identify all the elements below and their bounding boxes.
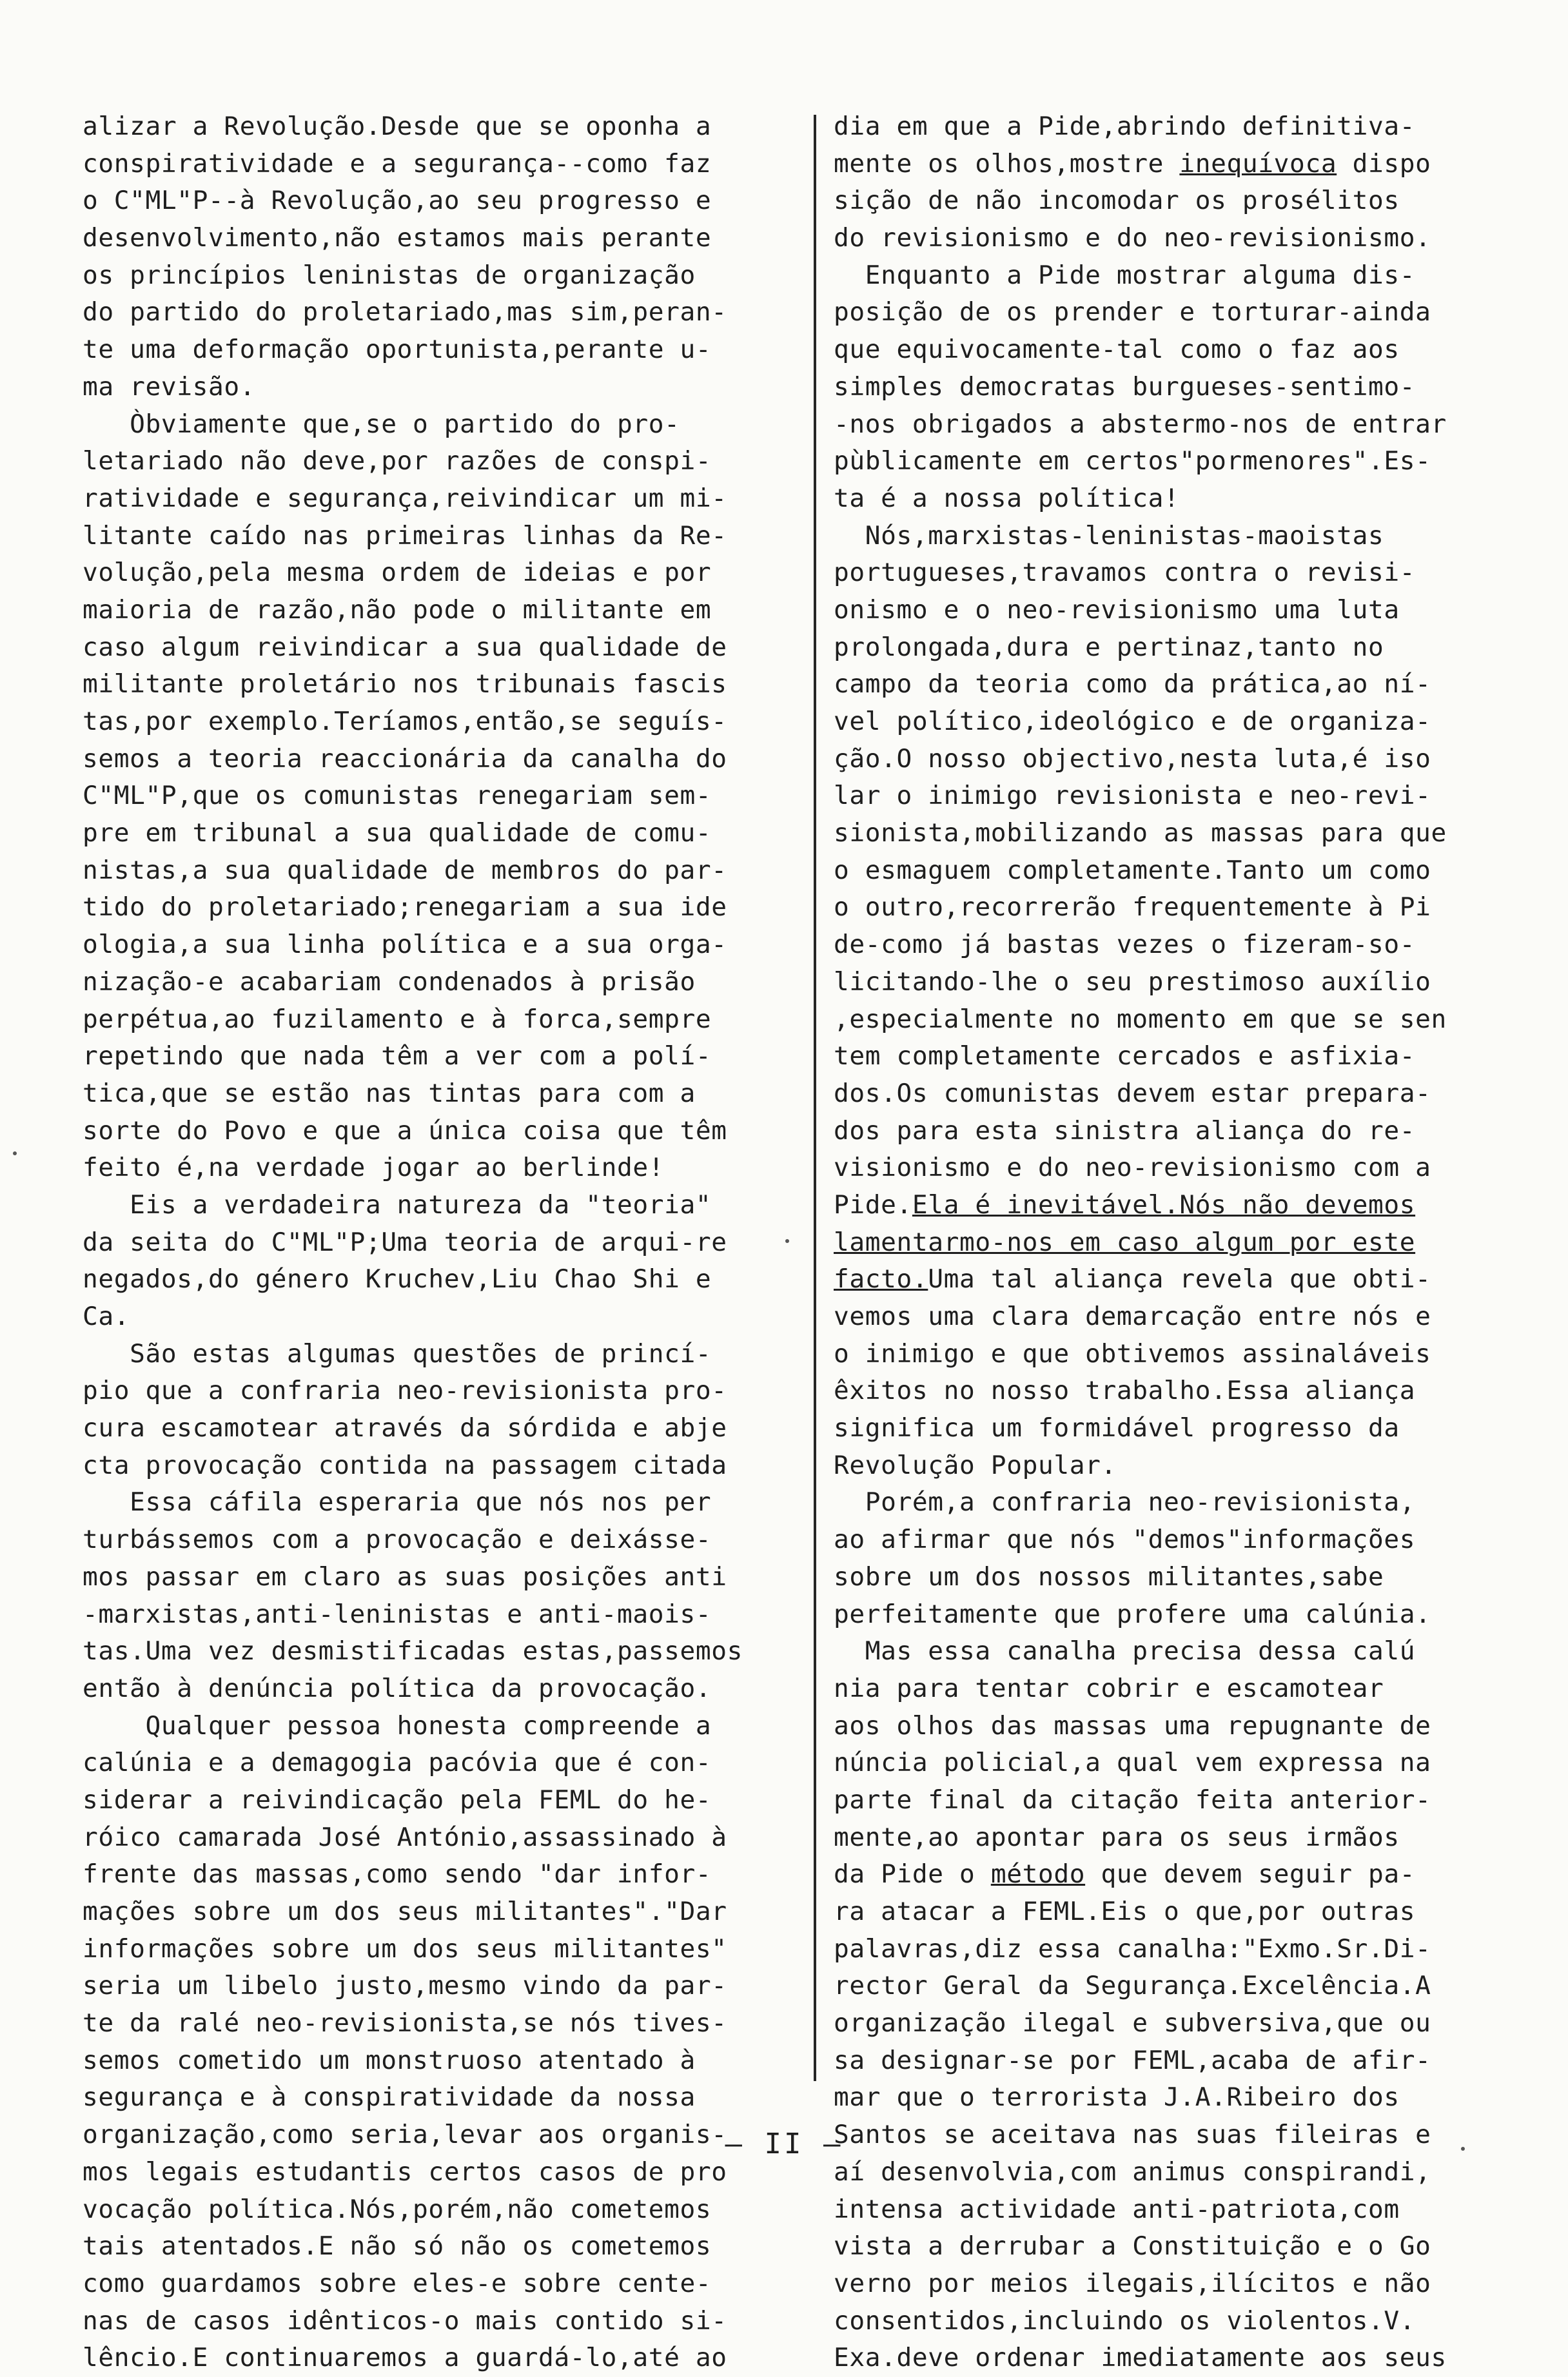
emphasis-underline: Ela é inevitável.Nós não devemos — [912, 1189, 1416, 1220]
text-line: ao afirmar que nós "demos"informações — [834, 1525, 1416, 1555]
text-line: informações sobre um dos seus militantes" — [83, 1933, 727, 1964]
text-line: facto.Uma tal aliança revela que obti- — [834, 1264, 1431, 1295]
text-line: vel político,ideológico e de organiza- — [834, 707, 1431, 736]
text-line: alizar a Revolução.Desde que se oponha a — [83, 112, 712, 141]
text-line: Revolução Popular. — [834, 1450, 1117, 1480]
margin-mark — [13, 1151, 17, 1155]
text-line: dia em que a Pide,abrindo definitiva- — [834, 112, 1416, 141]
text-line: siderar a reivindicação pela FEML do he- — [83, 1785, 712, 1815]
text-line: da seita do C"ML"P;Uma teoria de arqui-re — [83, 1227, 727, 1257]
text-line: campo da teoria como da prática,ao ní- — [834, 669, 1431, 699]
text-line: ta é a nossa política! — [834, 483, 1180, 513]
text-line: do revisionismo e do neo-revisionismo. — [834, 223, 1431, 253]
text-line: os princípios leninistas de organização — [83, 260, 696, 290]
text-line: rector Geral da Segurança.Excelência.A — [834, 1971, 1431, 2001]
text-line: nização-e acabariam condenados à prisão — [83, 966, 696, 997]
text-line: mações sobre um dos seus militantes"."Dar — [83, 1897, 727, 1926]
left-text-column — [83, 108, 776, 2377]
text-line: sobre um dos nossos militantes,sabe — [834, 1561, 1384, 1592]
text-line: ,especialmente no momento em que se sen — [834, 1004, 1447, 1034]
text-line: sionista,mobilizando as massas para que — [834, 818, 1447, 848]
text-line: calúnia e a demagogia pacóvia que é con- — [83, 1748, 712, 1778]
text-line: semos a teoria reaccionária da canalha do — [83, 743, 727, 774]
text-line: significa um formidável progresso da — [834, 1413, 1400, 1443]
text-line: Enquanto a Pide mostrar alguma dis- — [834, 260, 1416, 290]
text-line: cta provocação contida na passagem citada — [83, 1450, 727, 1480]
text-line: ratividade e segurança,reivindicar um mi- — [83, 483, 727, 513]
emphasis-underline: facto. — [834, 1264, 928, 1295]
text-line: desenvolvimento,não estamos mais perante — [83, 223, 712, 253]
text-line: militante proletário nos tribunais fascis — [83, 669, 727, 699]
emphasis-underline: inequívoca — [1179, 148, 1337, 179]
text-line: mos legais estudantis certos casos de pro — [83, 2157, 727, 2187]
text-line: mente os olhos,mostre inequívoca dispo — [834, 148, 1431, 179]
emphasis-underline: método — [990, 1859, 1086, 1890]
text-line: Essa cáfila esperaria que nós nos per — [83, 1487, 712, 1518]
text-line: organização ilegal e subversiva,que ou — [834, 2008, 1431, 2039]
text-line: volução,pela mesma ordem de ideias e por — [83, 558, 712, 588]
text-line: núncia policial,a qual vem expressa na — [834, 1748, 1431, 1778]
text-line: da Pide o método que devem seguir pa- — [834, 1859, 1416, 1890]
text-line: prolongada,dura e pertinaz,tanto no — [834, 632, 1384, 662]
right-text-column — [834, 108, 1527, 2377]
text-line: perfeitamente que profere uma calúnia. — [834, 1599, 1431, 1629]
text-line: -nos obrigados a abstermo-nos de entrar — [834, 409, 1447, 439]
text-line: onismo e o neo-revisionismo uma luta — [834, 594, 1400, 625]
text-line: róico camarada José António,assassinado à — [83, 1822, 727, 1852]
text-line: nistas,a sua qualidade de membros do par- — [83, 855, 727, 885]
text-line: nia para tentar cobrir e escamotear — [834, 1673, 1384, 1703]
text-line — [834, 1224, 1527, 1262]
text-line: ologia,a sua linha política e a sua orga- — [83, 930, 727, 960]
text-line: mar que o terrorista J.A.Ribeiro dos — [834, 2082, 1400, 2113]
text-line: simples democratas burgueses-sentimo- — [834, 371, 1416, 402]
text-line: tido do proletariado;renegariam a sua ide — [83, 892, 727, 923]
text-line: licitando-lhe o seu prestimoso auxílio — [834, 966, 1431, 997]
text-line: pio que a confraria neo-revisionista pro- — [83, 1376, 727, 1406]
text-line: Eis a verdadeira natureza da "teoria" — [83, 1189, 712, 1220]
text-line: São estas algumas questões de princí- — [83, 1338, 712, 1369]
text-line: dos para esta sinistra aliança do re- — [834, 1115, 1416, 1146]
text-line: visionismo e do neo-revisionismo com a — [834, 1153, 1431, 1183]
text-line: de-como já bastas vezes o fizeram-so- — [834, 930, 1416, 960]
text-line: te da ralé neo-revisionista,se nós tives- — [83, 2008, 727, 2039]
page-number: — II — — [725, 2128, 843, 2160]
text-line: Ca. — [83, 1302, 130, 1331]
text-line: então à denúncia política da provocação. — [83, 1673, 712, 1703]
text-line: verno por meios ilegais,ilícitos e não — [834, 2268, 1431, 2298]
text-line: dos.Os comunistas devem estar prepara- — [834, 1078, 1431, 1108]
text-line: Òbviamente que,se o partido do pro- — [83, 409, 680, 439]
text-line: conspiratividade e a segurança--como faz — [83, 148, 712, 179]
text-line: Qualquer pessoa honesta compreende a — [83, 1710, 712, 1741]
text-line: ra atacar a FEML.Eis o que,por outras — [834, 1897, 1416, 1926]
text-line: frente das massas,como sendo "dar infor- — [83, 1859, 712, 1890]
text-line: perpétua,ao fuzilamento e à forca,sempre — [83, 1004, 712, 1034]
text-line: sorte do Povo e que a única coisa que têm — [83, 1115, 727, 1146]
text-line: palavras,diz essa canalha:"Exmo.Sr.Di- — [834, 1933, 1431, 1964]
column-divider — [814, 115, 816, 2081]
text-line: vocação política.Nós,porém,não cometemos — [83, 2194, 712, 2224]
text-line: negados,do género Kruchev,Liu Chao Shi e — [83, 1264, 712, 1295]
text-line: seria um libelo justo,mesmo vindo da par- — [83, 1971, 727, 2001]
text-line: do partido do proletariado,mas sim,peran- — [83, 297, 727, 328]
text-line: aí desenvolvia,com animus conspirandi, — [834, 2157, 1431, 2187]
text-line: o C"ML"P--à Revolução,ao seu progresso e — [83, 186, 712, 216]
text-line: vemos uma clara demarcação entre nós e — [834, 1302, 1431, 1331]
text-line: litante caído nas primeiras linhas da Re- — [83, 520, 727, 551]
text-line: ma revisão. — [83, 371, 256, 402]
text-line: tas,por exemplo.Teríamos,então,se seguís- — [83, 707, 727, 736]
text-line: como guardamos sobre eles-e sobre cente- — [83, 2268, 712, 2298]
text-line: posição de os prender e torturar-ainda — [834, 297, 1431, 328]
text-line: parte final da citação feita anterior- — [834, 1785, 1431, 1815]
text-line: lar o inimigo revisionista e neo-revi- — [834, 781, 1431, 811]
text-line: ção.O nosso objectivo,nesta luta,é iso — [834, 743, 1431, 774]
text-line: portugueses,travamos contra o revisi- — [834, 558, 1416, 588]
text-line: lêncio.E continuaremos a guardá-lo,até ao — [83, 2343, 727, 2373]
text-line: tem completamente cercados e asfixia- — [834, 1041, 1416, 1071]
margin-mark — [785, 1239, 789, 1243]
text-line: caso algum reivindicar a sua qualidade de — [83, 632, 727, 662]
text-line: tica,que se estão nas tintas para com a — [83, 1078, 696, 1108]
text-line: pre em tribunal a sua qualidade de comu- — [83, 818, 712, 848]
text-line: aos olhos das massas uma repugnante de — [834, 1710, 1431, 1741]
text-line: semos cometido um monstruoso atentado à — [83, 2045, 696, 2075]
text-line: repetindo que nada têm a ver com a polí- — [83, 1041, 712, 1071]
text-line: mente,ao apontar para os seus irmãos — [834, 1822, 1400, 1852]
text-line: segurança e à conspiratividade da nossa — [83, 2082, 696, 2113]
emphasis-underline: lamentarmo-nos em caso algum por este — [834, 1227, 1416, 1257]
text-line: êxitos no nosso trabalho.Essa aliança — [834, 1376, 1416, 1406]
text-line: que equivocamente-tal como o faz aos — [834, 335, 1400, 365]
text-line: consentidos,incluindo os violentos.V. — [834, 2305, 1416, 2336]
text-line: vista a derrubar a Constituição e o Go — [834, 2231, 1431, 2262]
text-line: sa designar-se por FEML,acaba de afir- — [834, 2045, 1431, 2075]
text-line: Nós,marxistas-leninistas-maoistas — [834, 520, 1384, 551]
margin-mark — [1461, 2147, 1465, 2151]
text-line: Mas essa canalha precisa dessa calú — [834, 1636, 1416, 1667]
text-line: -marxistas,anti-leninistas e anti-maois- — [83, 1599, 712, 1629]
text-line: o esmaguem completamente.Tanto um como — [834, 855, 1431, 885]
text-line: te uma deformação oportunista,perante u- — [83, 335, 712, 365]
text-line: cura escamotear através da sórdida e abje — [83, 1413, 727, 1443]
text-line: maioria de razão,não pode o militante em — [83, 594, 712, 625]
text-line: sição de não incomodar os prosélitos — [834, 186, 1400, 216]
text-line: Pide.Ela é inevitável.Nós não devemos — [834, 1189, 1416, 1220]
text-line: feito é,na verdade jogar ao berlinde! — [83, 1153, 665, 1183]
text-line: o outro,recorrerão frequentemente à Pi — [834, 892, 1431, 923]
text-line: Porém,a confraria neo-revisionista, — [834, 1487, 1416, 1518]
text-line: tas.Uma vez desmistificadas estas,passemos — [83, 1636, 743, 1667]
text-line: letariado não deve,por razões de conspi- — [83, 446, 712, 476]
text-line: nas de casos idênticos-o mais contido si- — [83, 2305, 727, 2336]
text-line: turbássemos com a provocação e deixásse- — [83, 1525, 712, 1555]
text-line: pùblicamente em certos"pormenores".Es- — [834, 446, 1431, 476]
text-line: C"ML"P,que os comunistas renegariam sem- — [83, 781, 712, 811]
text-line: Santos se aceitava nas suas fileiras e — [834, 2120, 1431, 2150]
text-line: organização,como seria,levar aos organis- — [83, 2120, 727, 2150]
text-line: intensa actividade anti-patriota,com — [834, 2194, 1400, 2224]
text-line: o inimigo e que obtivemos assinaláveis — [834, 1338, 1431, 1369]
text-line: mos passar em claro as suas posições anti — [83, 1561, 727, 1592]
text-line: tais atentados.E não só não os cometemos — [83, 2231, 712, 2262]
text-line: Exa.deve ordenar imediatamente aos seus — [834, 2343, 1447, 2373]
